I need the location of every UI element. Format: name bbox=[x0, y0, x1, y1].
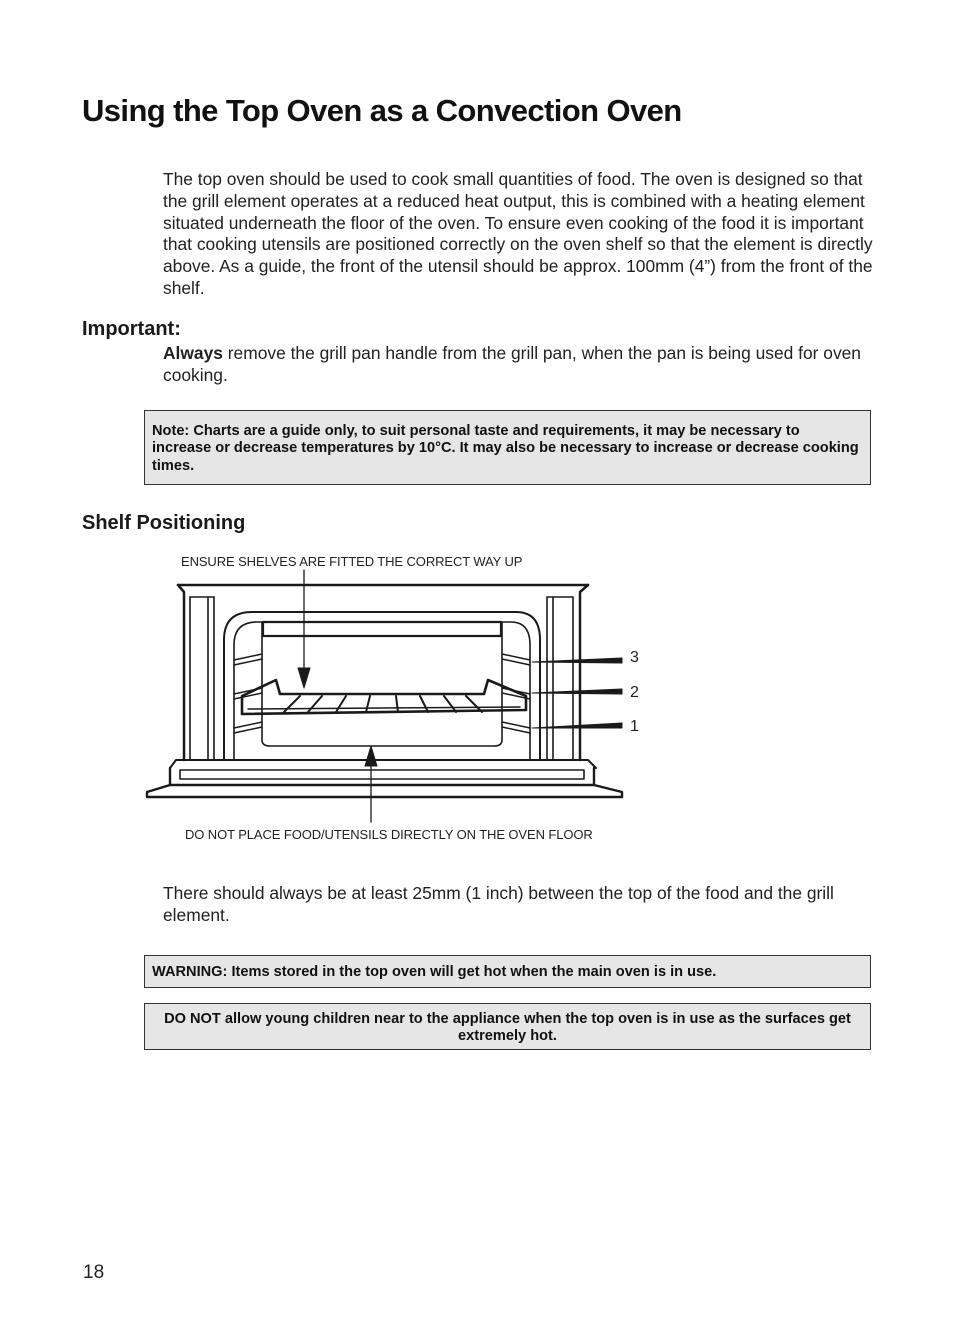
warning-text: WARNING: Items stored in the top oven will get hot when the main oven is in use. bbox=[152, 964, 717, 980]
intro-paragraph: The top oven should be used to cook small quantities of food. The oven is designed so that the grill element operates at a reduced heat output, this is combined with a heating element situated underneath the floor of the oven. To ensure even cooking of the food it is important that cooking utensils are positioned correctly on the oven shelf so that the element is directly above. As a guide, the front of the utensil should be approx. 100mm (4”) from the front of the shelf. bbox=[163, 169, 873, 298]
page-title: Using the Top Oven as a Convection Oven bbox=[82, 93, 682, 128]
spacing-paragraph: There should always be at least 25mm (1 inch) between the top of the food and the grill element. bbox=[163, 883, 834, 925]
page-number: 18 bbox=[83, 1262, 105, 1283]
shelf-label-bottom: DO NOT PLACE FOOD/UTENSILS DIRECTLY ON THE OVEN FLOOR bbox=[185, 827, 593, 842]
shelf-label-top: ENSURE SHELVES ARE FITTED THE CORRECT WAY UP bbox=[181, 554, 523, 569]
shelf-position-1: 1 bbox=[630, 718, 639, 735]
children-warning-box bbox=[144, 1003, 871, 1050]
important-heading: Important: bbox=[82, 318, 181, 340]
shelf-position-3: 3 bbox=[630, 649, 639, 666]
children-warning-text: DO NOT allow young children near to the appliance when the top oven is in use as the surfaces get extremely hot. bbox=[164, 1011, 851, 1045]
important-text: remove the grill pan handle from the grill pan, when the pan is being used for oven cooking. bbox=[163, 343, 861, 385]
note-text: Note: Charts are a guide only, to suit personal taste and requirements, it may be necessary to increase or decrease temperatures by 10°C. It may also be necessary to increase or decrease cooking times. bbox=[152, 423, 859, 474]
shelf-position-2: 2 bbox=[630, 684, 639, 701]
warning-box bbox=[144, 955, 871, 988]
shelf-positioning-heading: Shelf Positioning bbox=[82, 512, 246, 534]
important-lead: Always bbox=[163, 343, 223, 363]
